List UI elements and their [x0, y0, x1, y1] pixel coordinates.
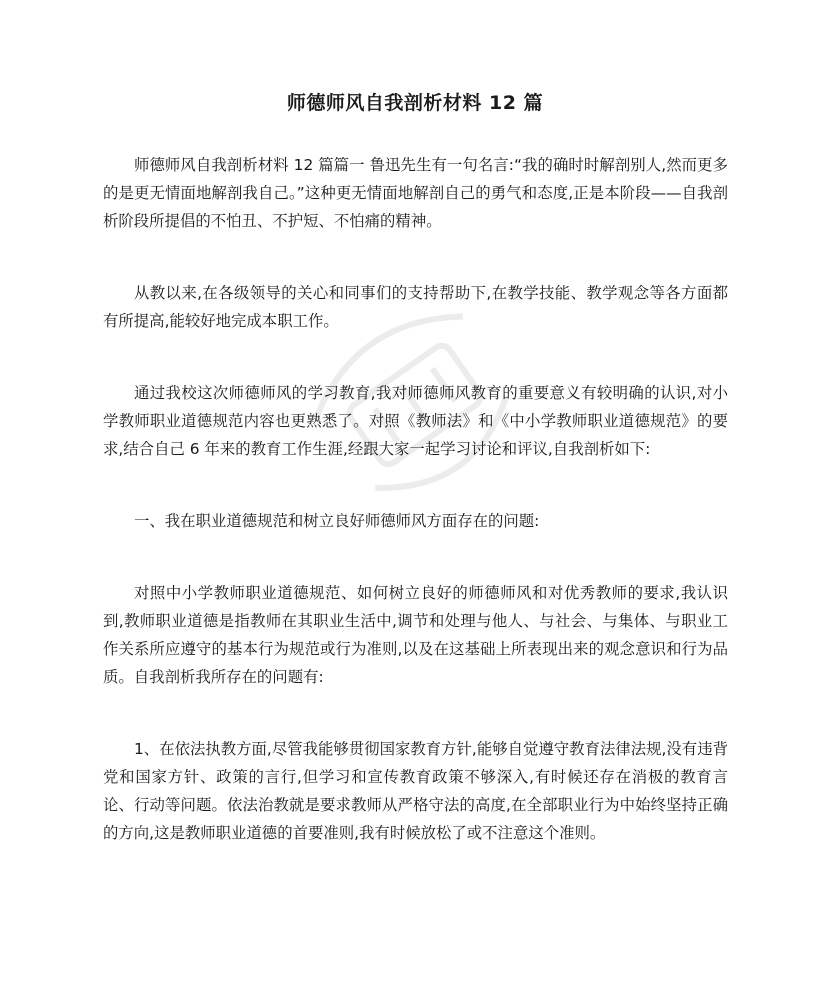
paragraph-study-education: 通过我校这次师德师风的学习教育,我对师德师风教育的重要意义有较明确的认识,对小学教师职业道德规范内容也更熟悉了。对照《教师法》和《中小学教师职业道德规范》的要求,结合自己 6 年来的教育工作生涯,经跟大家一起学习讨论和评议,自我剖析如下:: [103, 384, 728, 458]
section-heading-problems: 一、我在职业道德规范和树立良好师德师风方面存在的问题:: [134, 512, 540, 530]
paragraph-intro: 师德师风自我剖析材料 12 篇篇一 鲁迅先生有一句名言:“我的确时时解剖别人,然而更多的是更无情面地解剖我自己。”这种更无情面地解剖自己的勇气和态度,正是本阶段——自我剖析阶段所提倡的不怕丑、不护短、不怕痛的精神。: [103, 156, 728, 230]
paragraph-since-teaching: 从教以来,在各级领导的关心和同事们的支持帮助下,在教学技能、教学观念等各方面都有所提高,能较好地完成本职工作。: [103, 284, 728, 330]
document-body: [103, 151, 728, 891]
document-title: 师德师风自我剖析材料 12 篇: [286, 92, 544, 114]
paragraph-point-1: 1、在依法执教方面,尽管我能够贯彻国家教育方针,能够自觉遵守教育法律法规,没有违背党和国家方针、政策的言行,但学习和宣传教育政策不够深入,有时候还存在消极的教育言论、行动等问题。依法治教就是要求教师从严格守法的高度,在全部职业行为中始终坚持正确的方向,这是教师职业道德的首要准则,我有时候放松了或不注意这个准则。: [103, 740, 728, 842]
paragraph-code-comparison: 对照中小学教师职业道德规范、如何树立良好的师德师风和对优秀教师的要求,我认识到,教师职业道德是指教师在其职业生活中,调节和处理与他人、与社会、与集体、与职业工作关系所应遵守的基本行为规范或行为准则,以及在这基础上所表现出来的观念意识和行为品质。自我剖析我所存在的问题有:: [103, 584, 728, 686]
